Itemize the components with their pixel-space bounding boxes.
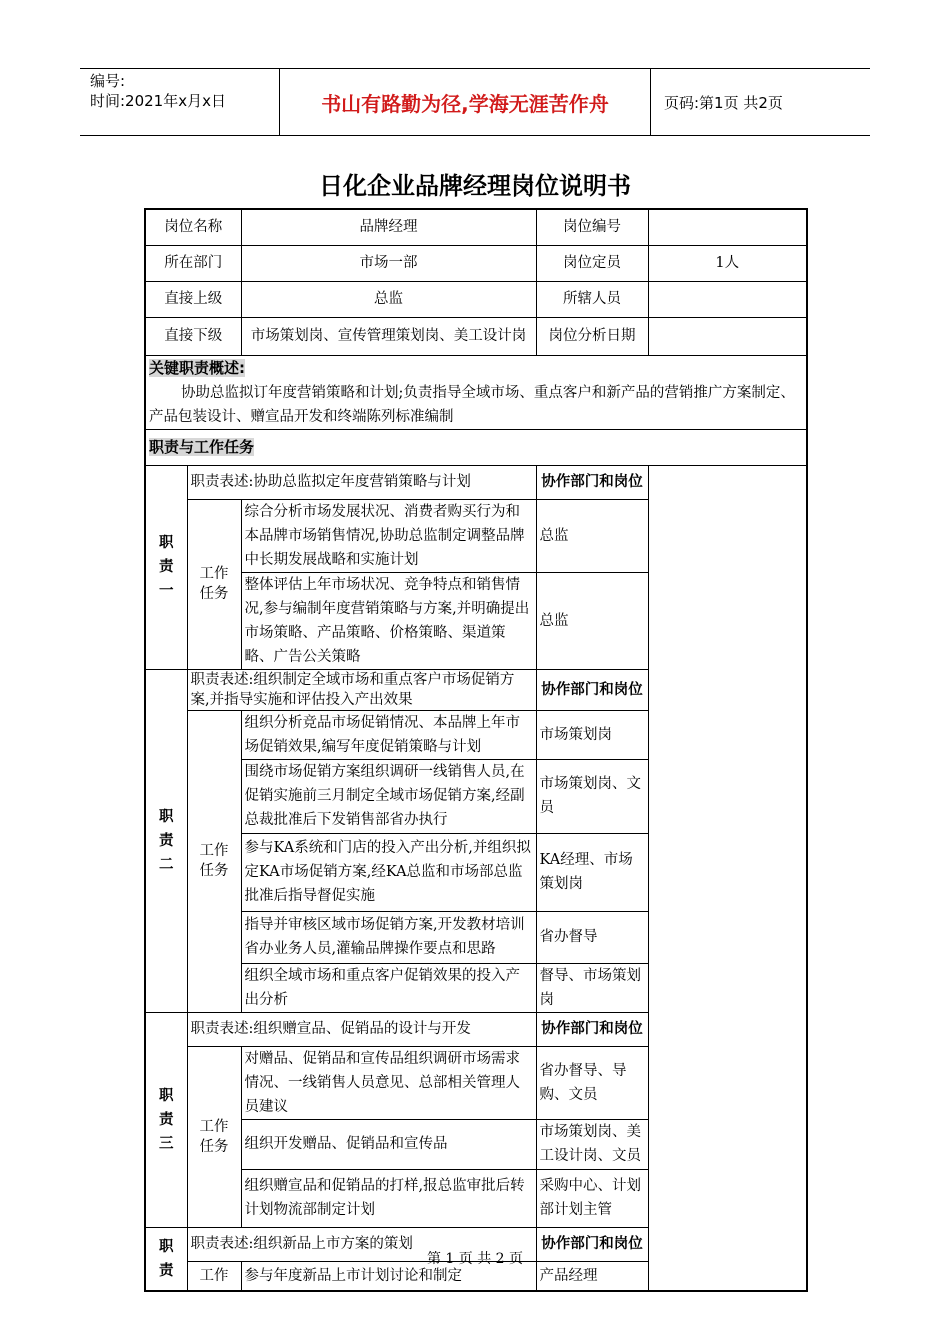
task-row [145,710,807,759]
duty-name-char: 职 [159,1087,174,1104]
info-row [145,317,807,355]
duty-name [145,669,187,1012]
post-name-value: 品牌经理 [241,209,536,245]
task-collab: 省办督导 [536,911,648,963]
task-text: 组织赠宣品和促销品的打样,报总监审批后转计划物流部制定计划 [241,1169,536,1227]
work-task-label-line: 工作 [199,566,229,582]
task-text: 整体评估上年市场状况、竞争特点和销售情况,参与编制年度营销策略与方案,并明确提出市场策略、产品策略、价格策略、渠道策略、广告公关策略 [241,572,536,669]
task-row [145,911,807,963]
managed-label: 所辖人员 [536,281,648,317]
work-task-label-line: 工作 [199,1118,229,1135]
header-page-info: 页码:第1页 共2页 [664,93,783,112]
info-row [145,281,807,317]
header-motto: 书山有路勤为径,学海无涯苦作舟 [280,69,651,135]
duty-statement-row [145,669,807,710]
task-row [145,1046,807,1119]
work-task-label-line: 任务 [199,1138,229,1155]
duty-name-char: 职 [159,1238,174,1255]
time-label: 时间:2021年x月x日 [90,92,226,110]
info-row [145,209,807,245]
dept-label: 所在部门 [145,245,241,281]
work-task-label [187,1046,241,1227]
task-row [145,572,807,669]
task-text: 指导并审核区域市场促销方案,开发教材培训省办业务人员,灌输品牌操作要点和思路 [241,911,536,963]
duty-statement: 职责表述:组织新品上市方案的策划 [187,1227,536,1261]
task-collab: 督导、市场策划岗 [536,963,648,1012]
work-task-label [187,710,241,1012]
task-collab: 市场策划岗、美工设计岗、文员 [536,1119,648,1169]
task-text: 组织分析竞品市场促销情况、本品牌上年市场促销效果,编写年度促销策略与计划 [241,710,536,759]
duty-statement: 职责表述:组织制定全域市场和重点客户市场促销方案,并指导实施和评估投入产出效果 [187,669,536,710]
work-task-label-line: 任务 [199,586,229,602]
subordinate-value: 市场策划岗、宣传管理策划岗、美工设计岗 [241,317,536,355]
task-text: 综合分析市场发展状况、消费者购买行为和本品牌市场销售情况,协助总监制定调整品牌中长期发展战略和实施计划 [241,499,536,572]
task-collab: 总监 [536,572,648,669]
header-meta [80,69,280,135]
duty-name-char: 责 [159,1262,174,1279]
work-task-label-line: 工作 [199,843,229,859]
summary-cell [145,355,807,429]
duty-name-char: 职 [159,535,174,551]
task-row [145,833,807,911]
duty-name-char: 二 [159,856,174,873]
managed-value [648,281,807,317]
collab-header: 协作部门和岗位 [536,1012,648,1046]
headcount-value: 1人 [648,245,807,281]
task-collab: 采购中心、计划部计划主管 [536,1169,648,1227]
superior-value: 总监 [241,281,536,317]
summary-text: 协助总监拟订年度营销策略和计划;负责指导全域市场、重点客户和新产品的营销推广方案制定、产品包装设计、赠宣品开发和终端陈列标准编制 [149,384,795,425]
duties-heading: 职责与工作任务 [149,437,255,456]
page-header [80,68,870,136]
duty-statement-row [145,465,807,499]
collab-header: 协作部门和岗位 [536,1227,648,1261]
duty-name-char: 责 [159,559,174,575]
task-row [145,1119,807,1169]
duties-heading-cell [145,429,807,465]
task-text: 组织开发赠品、促销品和宣传品 [241,1119,536,1169]
duty-name [145,1012,187,1227]
task-row [145,963,807,1012]
task-row [145,1169,807,1227]
work-task-label-line: 任务 [199,863,229,879]
post-code-label: 岗位编号 [536,209,648,245]
task-text: 参与KA系统和门店的投入产出分析,并组织拟定KA市场促销方案,经KA总监和市场部总监批准后指导督促实施 [241,833,536,911]
analysis-date-value [648,317,807,355]
duty-name-char: 责 [159,1111,174,1128]
summary-row [145,355,807,429]
post-code-value [648,209,807,245]
duty-name-char: 职 [159,808,174,825]
task-collab: 市场策划岗 [536,710,648,759]
subordinate-label: 直接下级 [145,317,241,355]
duty-name-char: 三 [159,1135,174,1152]
duty-statement: 职责表述:组织赠宣品、促销品的设计与开发 [187,1012,536,1046]
task-collab: 市场策划岗、文员 [536,759,648,833]
post-name-label: 岗位名称 [145,209,241,245]
work-task-label [187,499,241,669]
info-row [145,245,807,281]
task-text: 围绕市场促销方案组织调研一线销售人员,在促销实施前三月制定全域市场促销方案,经副总裁批准后下发销售部省办执行 [241,759,536,833]
duty-name-char: 责 [159,832,174,849]
task-row [145,499,807,572]
duty-statement-row [145,1012,807,1046]
collab-header: 协作部门和岗位 [536,465,648,499]
task-collab: 产品经理 [536,1261,648,1291]
duties-heading-row [145,429,807,465]
task-collab: 省办督导、导购、文员 [536,1046,648,1119]
task-collab: 总监 [536,499,648,572]
task-text: 参与年度新品上市计划讨论和制定 [241,1261,536,1291]
duty-name-char: 一 [159,583,174,599]
duty-statement: 职责表述:协助总监拟定年度营销策略与计划 [187,465,536,499]
analysis-date-label: 岗位分析日期 [536,317,648,355]
task-text: 组织全域市场和重点客户促销效果的投入产出分析 [241,963,536,1012]
superior-label: 直接上级 [145,281,241,317]
job-description-table [144,208,808,1292]
work-task-label-line: 工作 [199,1267,229,1284]
headcount-label: 岗位定员 [536,245,648,281]
number-label: 编号: [90,72,126,90]
dept-value: 市场一部 [241,245,536,281]
duty-name [145,465,187,669]
task-row [145,759,807,833]
document-title: 日化企业品牌经理岗位说明书 [319,172,631,200]
page-footer: 第 1 页 共 2 页 [426,1251,524,1267]
collab-header: 协作部门和岗位 [536,669,648,710]
task-text: 对赠品、促销品和宣传品组织调研市场需求情况、一线销售人员意见、总部相关管理人员建议 [241,1046,536,1119]
task-collab: KA经理、市场策划岗 [536,833,648,911]
summary-heading: 关键职责概述: [149,358,245,377]
